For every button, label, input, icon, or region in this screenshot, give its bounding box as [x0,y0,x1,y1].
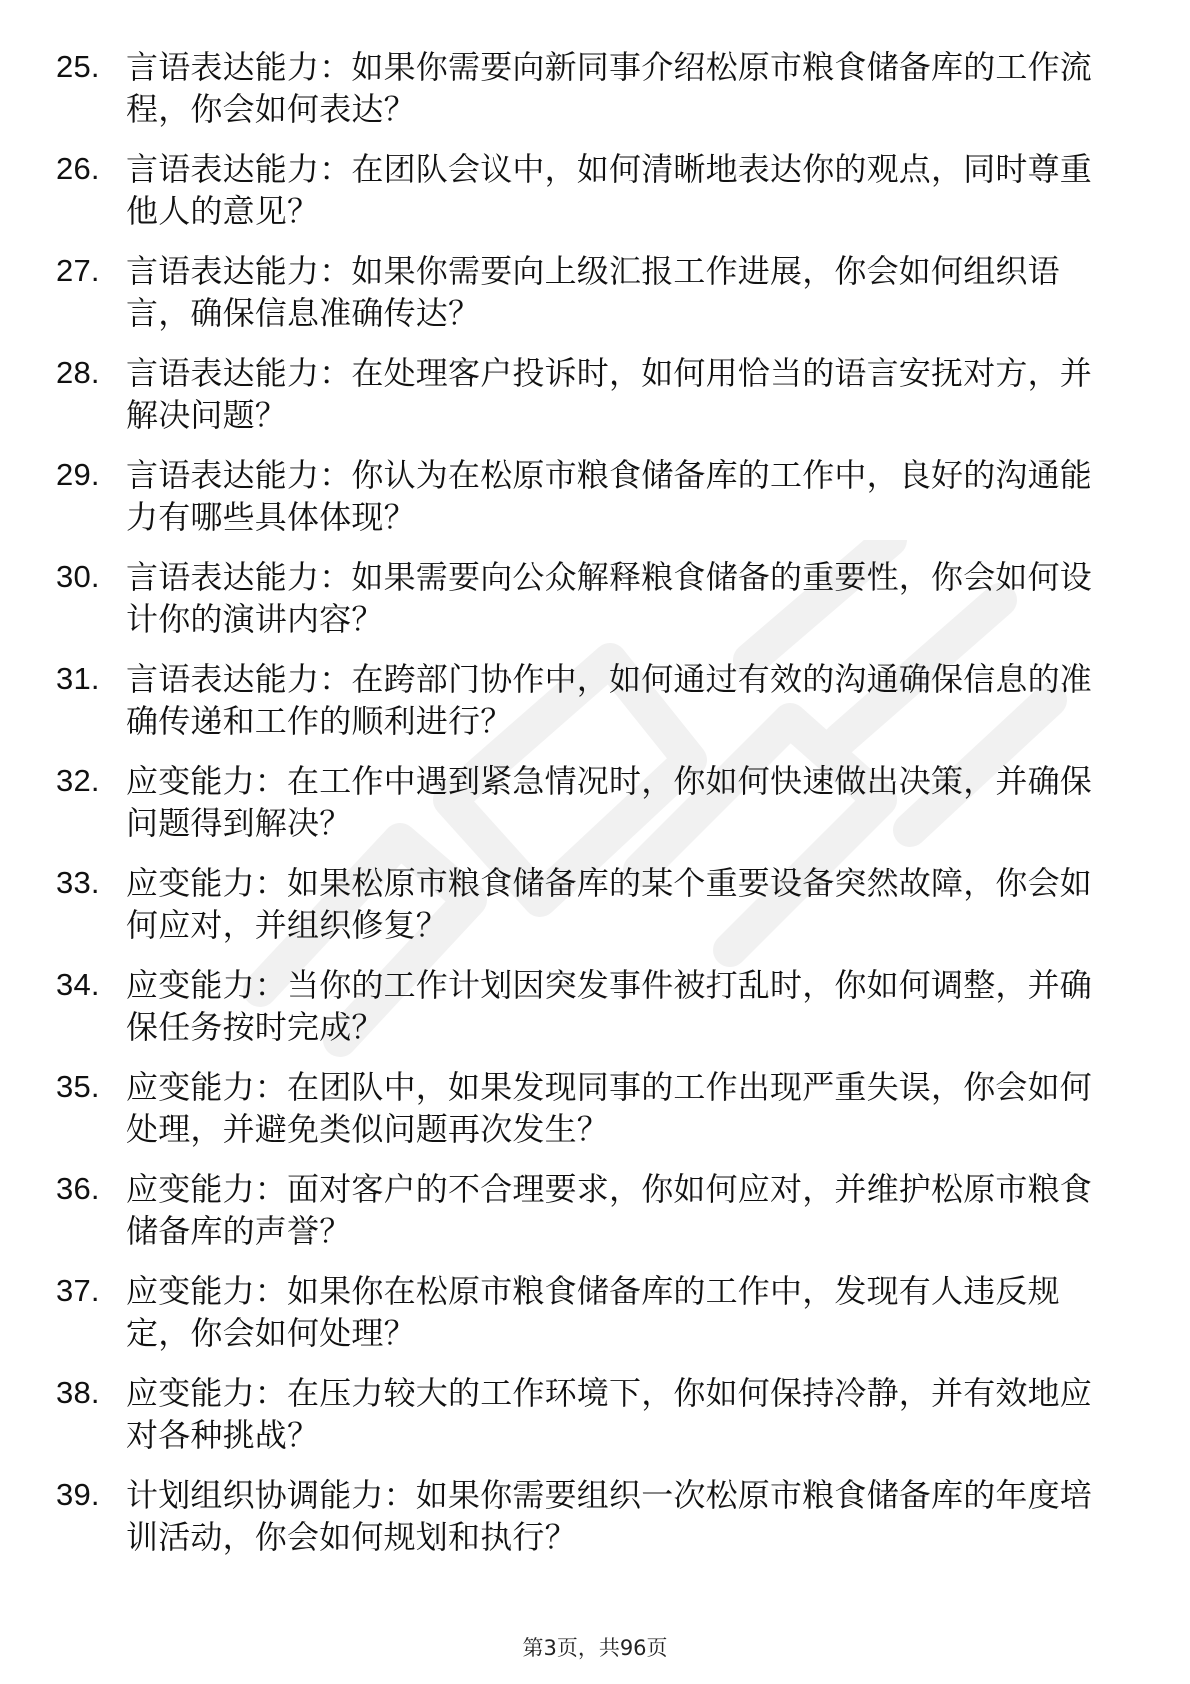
question-number: 38. [56,1375,100,1410]
question-item-32 [56,760,1116,862]
question-number: 32. [56,763,100,798]
question-text: 计划组织协调能力：如果你需要组织一次松原市粮食储备库的年度培训活动，你会如何规划和执行？ [126,1476,1093,1556]
question-number: 36. [56,1171,100,1206]
question-text: 言语表达能力：在跨部门协作中，如何通过有效的沟通确保信息的准确传递和工作的顺利进行？ [126,660,1093,740]
question-text: 应变能力：在压力较大的工作环境下，你如何保持冷静，并有效地应对各种挑战？ [126,1374,1093,1454]
question-item-28 [56,352,1116,454]
question-text: 言语表达能力：你认为在松原市粮食储备库的工作中，良好的沟通能力有哪些具体体现？ [126,456,1093,536]
question-item-27 [56,250,1116,352]
question-item-36 [56,1168,1116,1270]
question-number: 30. [56,559,100,594]
question-item-35 [56,1066,1116,1168]
question-text: 应变能力：如果松原市粮食储备库的某个重要设备突然故障，你会如何应对，并组织修复？ [126,864,1093,944]
question-item-38 [56,1372,1116,1474]
question-number: 39. [56,1477,100,1512]
question-number: 37. [56,1273,100,1308]
question-text: 言语表达能力：如果需要向公众解释粮食储备的重要性，你会如何设计你的演讲内容？ [126,558,1093,638]
question-number: 31. [56,661,100,696]
question-number: 25. [56,49,100,84]
question-number: 29. [56,457,100,492]
question-text: 应变能力：在工作中遇到紧急情况时，你如何快速做出决策，并确保问题得到解决？ [126,762,1093,842]
question-text: 应变能力：在团队中，如果发现同事的工作出现严重失误，你会如何处理，并避免类似问题再次发生？ [126,1068,1093,1148]
question-list [56,46,1116,1576]
question-text: 言语表达能力：如果你需要向上级汇报工作进展，你会如何组织语言，确保信息准确传达？ [126,252,1060,332]
question-item-39 [56,1474,1116,1576]
question-number: 34. [56,967,100,1002]
question-item-26 [56,148,1116,250]
question-number: 26. [56,151,100,186]
question-text: 应变能力：当你的工作计划因突发事件被打乱时，你如何调整，并确保任务按时完成？ [126,966,1093,1046]
question-item-34 [56,964,1116,1066]
question-number: 35. [56,1069,100,1104]
question-number: 28. [56,355,100,390]
page-footer: 第3页，共96页 [522,1636,668,1660]
question-text: 言语表达能力：在处理客户投诉时，如何用恰当的语言安抚对方，并解决问题？ [126,354,1093,434]
question-item-30 [56,556,1116,658]
question-text: 言语表达能力：如果你需要向新同事介绍松原市粮食储备库的工作流程，你会如何表达？ [126,48,1093,128]
question-item-31 [56,658,1116,760]
question-number: 27. [56,253,100,288]
question-text: 应变能力：如果你在松原市粮食储备库的工作中，发现有人违反规定，你会如何处理？ [126,1272,1060,1352]
question-item-37 [56,1270,1116,1372]
question-item-33 [56,862,1116,964]
question-item-25 [56,46,1116,148]
question-text: 言语表达能力：在团队会议中，如何清晰地表达你的观点，同时尊重他人的意见？ [126,150,1093,230]
question-text: 应变能力：面对客户的不合理要求，你如何应对，并维护松原市粮食储备库的声誉？ [126,1170,1093,1250]
question-item-29 [56,454,1116,556]
question-number: 33. [56,865,100,900]
